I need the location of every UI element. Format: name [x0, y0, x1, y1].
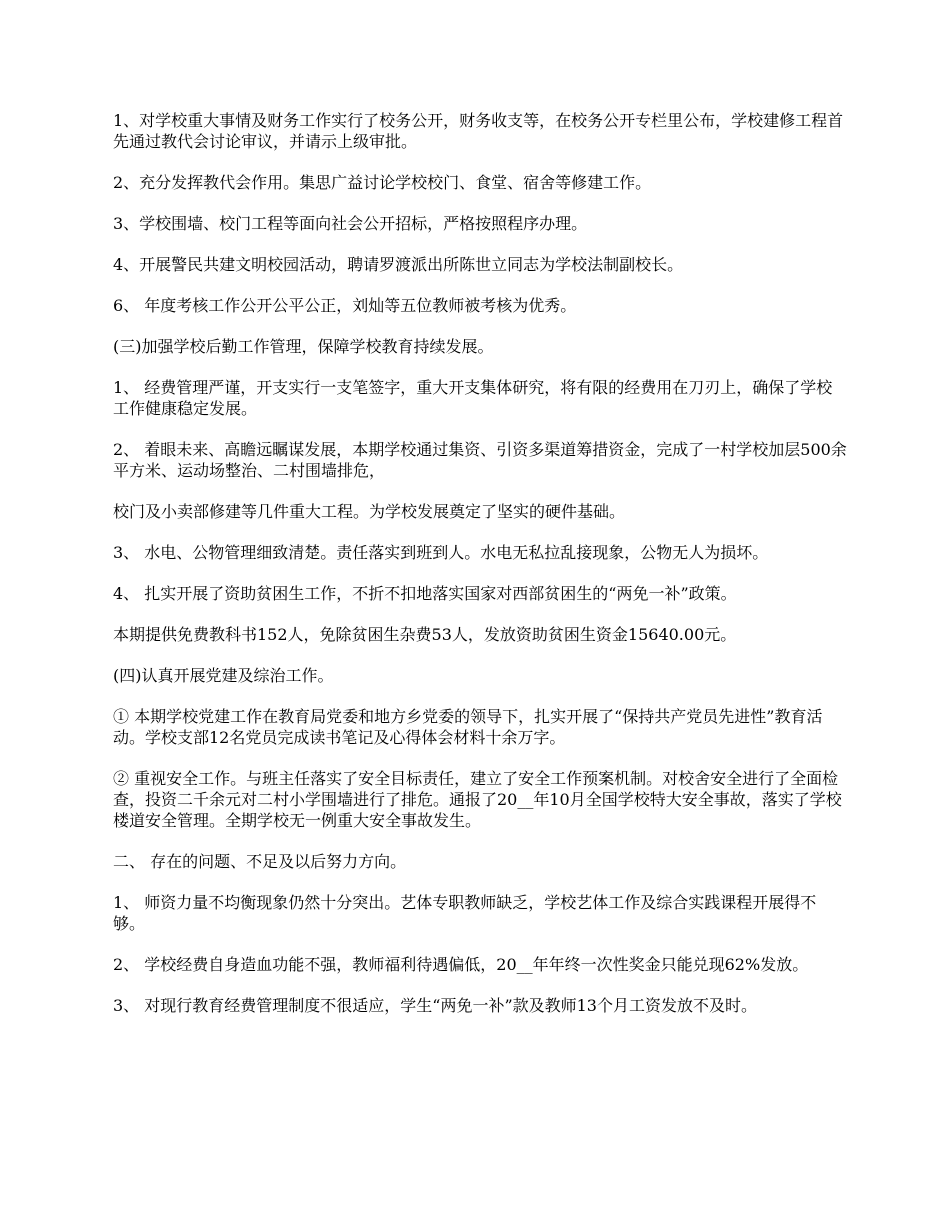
paragraph-3: 3、学校围墙、校门工程等面向社会公开招标，严格按照程序办理。	[113, 214, 588, 233]
paragraph-4: 4、开展警民共建文明校园活动，聘请罗渡派出所陈世立同志为学校法制副校长。	[113, 255, 684, 274]
paragraph-11: 本期提供免费教科书152人，免除贫困生杂费53人，发放资助贫困生资金15640.00元。	[113, 625, 737, 644]
paragraph-14: 1、 师资力量不均衡现象仍然十分突出。艺体专职教师缺乏，学校艺体工作及综合实践课程开展得不够。	[113, 893, 817, 933]
paragraph-2: 2、充分发挥教代会作用。集思广益讨论学校校门、食堂、宿舍等修建工作。	[113, 173, 652, 192]
paragraph-7: 2、 着眼未来、高瞻远瞩谋发展，本期学校通过集资、引资多渠道筹措资金，完成了一村学校加层500余平方米、运动场整治、二村围墙排危，	[113, 440, 847, 480]
section-heading-4: (四)认真开展党建及综治工作。	[113, 666, 334, 685]
paragraph-6: 1、 经费管理严谨，开支实行一支笔签字，重大开支集体研究，将有限的经费用在刀刃上，确保了学校工作健康稳定发展。	[113, 378, 833, 418]
paragraph-8: 校门及小卖部修建等几件重大工程。为学校发展奠定了坚实的硬件基础。	[113, 502, 626, 521]
paragraph-10: 4、 扎实开展了资助贫困生工作，不折不扣地落实国家对西部贫困生的“两免一补”政策。	[113, 584, 737, 603]
section-heading-issues: 二、 存在的问题、不足及以后努力方向。	[113, 852, 407, 871]
paragraph-13: ② 重视安全工作。与班主任落实了安全目标责任，建立了安全工作预案机制。对校舍安全进行了全面检查，投资二千余元对二村小学围墙进行了排危。通报了20__年10月全国学校特大安全事故，落实了学校楼道安全管理。全期学校无一例重大安全事故发生。	[113, 769, 842, 830]
section-heading-3: (三)加强学校后勤工作管理，保障学校教育持续发展。	[113, 337, 494, 356]
paragraph-16: 3、 对现行教育经费管理制度不很适应，学生“两免一补”款及教师13个月工资发放不及时。	[113, 996, 757, 1015]
paragraph-9: 3、 水电、公物管理细致清楚。责任落实到班到人。水电无私拉乱接现象，公物无人为损坏。	[113, 543, 769, 562]
paragraph-5: 6、 年度考核工作公开公平公正，刘灿等五位教师被考核为优秀。	[113, 296, 577, 315]
document-body	[113, 110, 848, 1036]
paragraph-15: 2、 学校经费自身造血功能不强，教师福利待遇偏低，20__年年终一次性奖金只能兑现62%发放。	[113, 955, 809, 974]
paragraph-12: ① 本期学校党建工作在教育局党委和地方乡党委的领导下，扎实开展了“保持共产党员先进性”教育活动。学校支部12名党员完成读书笔记及心得体会材料十余万字。	[113, 707, 823, 747]
paragraph-1: 1、对学校重大事情及财务工作实行了校务公开，财务收支等，在校务公开专栏里公布，学校建修工程首先通过教代会讨论审议，并请示上级审批。	[113, 111, 844, 151]
